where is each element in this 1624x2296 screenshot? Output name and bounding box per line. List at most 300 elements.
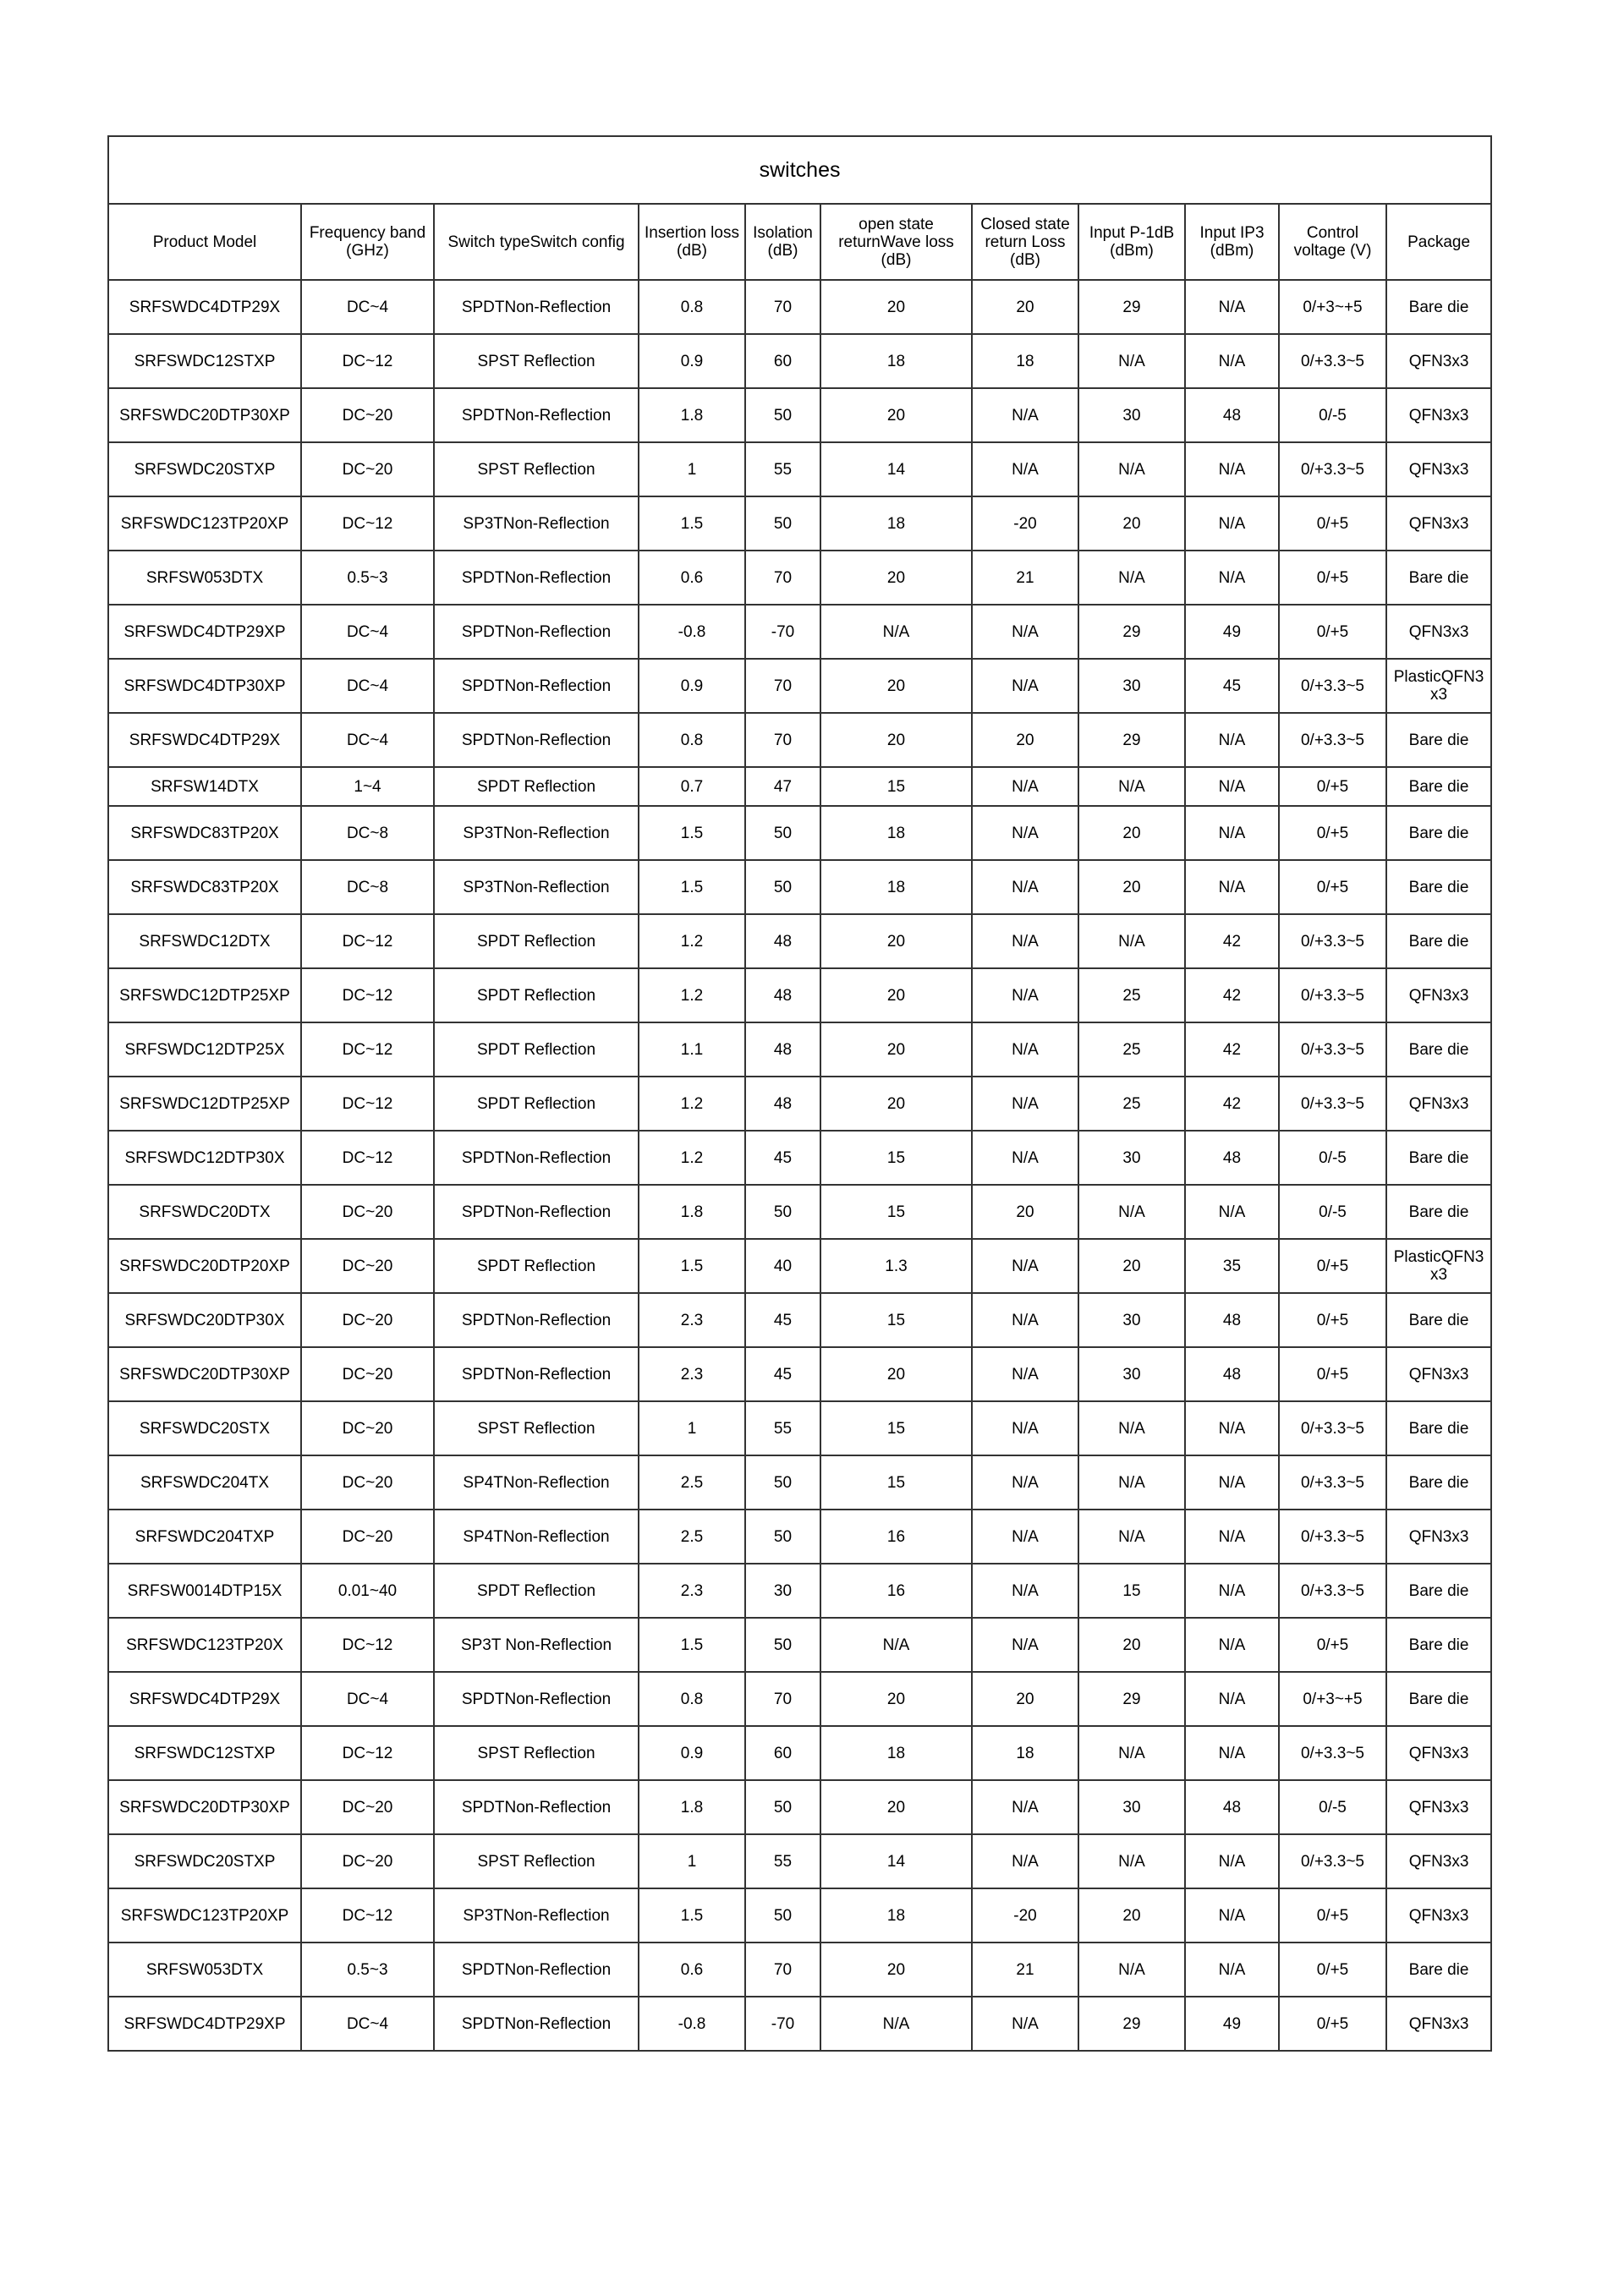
cell-frequency-band: DC~20 xyxy=(301,1401,434,1455)
cell-frequency-band: 0.5~3 xyxy=(301,1943,434,1997)
cell-control-voltage: 0/+3.3~5 xyxy=(1279,1726,1386,1780)
cell-product-model: SRFSWDC4DTP29X xyxy=(108,280,301,334)
table-row xyxy=(108,1022,1491,1077)
cell-closed-state-return-loss: 20 xyxy=(972,713,1078,767)
cell-frequency-band: DC~12 xyxy=(301,1022,434,1077)
cell-open-state-return-loss: 20 xyxy=(820,968,972,1022)
cell-control-voltage: 0/+5 xyxy=(1279,1293,1386,1347)
cell-control-voltage: 0/+5 xyxy=(1279,1347,1386,1401)
cell-input-ip3: N/A xyxy=(1185,280,1279,334)
cell-input-p1db: 29 xyxy=(1078,280,1185,334)
cell-product-model: SRFSWDC4DTP30XP xyxy=(108,659,301,713)
cell-switch-type: SPST Reflection xyxy=(434,334,639,388)
table-row xyxy=(108,1131,1491,1185)
cell-frequency-band: DC~12 xyxy=(301,968,434,1022)
cell-product-model: SRFSWDC20DTP30XP xyxy=(108,388,301,442)
cell-frequency-band: DC~12 xyxy=(301,1888,434,1943)
cell-input-ip3: 48 xyxy=(1185,1780,1279,1834)
cell-input-ip3: N/A xyxy=(1185,1672,1279,1726)
table-row xyxy=(108,496,1491,551)
cell-closed-state-return-loss: N/A xyxy=(972,968,1078,1022)
cell-closed-state-return-loss: N/A xyxy=(972,388,1078,442)
cell-insertion-loss: 0.9 xyxy=(639,659,745,713)
cell-input-p1db: N/A xyxy=(1078,1455,1185,1510)
table-row xyxy=(108,334,1491,388)
cell-input-p1db: 30 xyxy=(1078,1131,1185,1185)
cell-switch-type: SPDTNon-Reflection xyxy=(434,388,639,442)
cell-switch-type: SPDTNon-Reflection xyxy=(434,1185,639,1239)
cell-control-voltage: 0/+5 xyxy=(1279,605,1386,659)
cell-input-p1db: 30 xyxy=(1078,1293,1185,1347)
cell-closed-state-return-loss: N/A xyxy=(972,1347,1078,1401)
header-frequency-band: Frequency band (GHz) xyxy=(301,204,434,280)
cell-closed-state-return-loss: 18 xyxy=(972,1726,1078,1780)
cell-closed-state-return-loss: N/A xyxy=(972,1022,1078,1077)
cell-input-ip3: N/A xyxy=(1185,1726,1279,1780)
table-row xyxy=(108,1510,1491,1564)
cell-closed-state-return-loss: N/A xyxy=(972,1780,1078,1834)
cell-product-model: SRFSWDC12DTP25XP xyxy=(108,968,301,1022)
cell-control-voltage: 0/-5 xyxy=(1279,388,1386,442)
cell-frequency-band: DC~20 xyxy=(301,388,434,442)
cell-control-voltage: 0/+3~+5 xyxy=(1279,1672,1386,1726)
table-row xyxy=(108,1834,1491,1888)
cell-frequency-band: DC~4 xyxy=(301,605,434,659)
cell-switch-type: SPDT Reflection xyxy=(434,1564,639,1618)
table-row xyxy=(108,1455,1491,1510)
cell-switch-type: SPDT Reflection xyxy=(434,968,639,1022)
cell-switch-type: SPDTNon-Reflection xyxy=(434,659,639,713)
cell-package: Bare die xyxy=(1386,1131,1491,1185)
cell-input-p1db: 20 xyxy=(1078,860,1185,914)
cell-control-voltage: 0/-5 xyxy=(1279,1131,1386,1185)
cell-control-voltage: 0/+5 xyxy=(1279,1618,1386,1672)
cell-closed-state-return-loss: 20 xyxy=(972,280,1078,334)
table-row xyxy=(108,1726,1491,1780)
cell-switch-type: SPDTNon-Reflection xyxy=(434,713,639,767)
table-row xyxy=(108,713,1491,767)
cell-control-voltage: 0/+5 xyxy=(1279,1888,1386,1943)
header-input-ip3: Input IP3 (dBm) xyxy=(1185,204,1279,280)
cell-frequency-band: 0.01~40 xyxy=(301,1564,434,1618)
cell-frequency-band: DC~12 xyxy=(301,1131,434,1185)
cell-open-state-return-loss: 20 xyxy=(820,659,972,713)
cell-input-ip3: N/A xyxy=(1185,1943,1279,1997)
cell-isolation: 50 xyxy=(745,496,820,551)
cell-control-voltage: 0/+3.3~5 xyxy=(1279,1834,1386,1888)
cell-switch-type: SP3TNon-Reflection xyxy=(434,806,639,860)
cell-package: Bare die xyxy=(1386,914,1491,968)
header-switch-type: Switch typeSwitch config xyxy=(434,204,639,280)
cell-product-model: SRFSWDC20DTP30X xyxy=(108,1293,301,1347)
cell-input-p1db: 20 xyxy=(1078,1239,1185,1293)
cell-frequency-band: DC~12 xyxy=(301,914,434,968)
cell-switch-type: SPDT Reflection xyxy=(434,767,639,806)
cell-control-voltage: 0/+5 xyxy=(1279,551,1386,605)
cell-open-state-return-loss: N/A xyxy=(820,1997,972,2051)
cell-control-voltage: 0/+5 xyxy=(1279,1997,1386,2051)
cell-product-model: SRFSWDC204TX xyxy=(108,1455,301,1510)
cell-insertion-loss: 1.5 xyxy=(639,806,745,860)
table-row xyxy=(108,1293,1491,1347)
cell-control-voltage: 0/+3.3~5 xyxy=(1279,1077,1386,1131)
cell-switch-type: SP3TNon-Reflection xyxy=(434,860,639,914)
cell-package: QFN3x3 xyxy=(1386,1077,1491,1131)
header-closed-state-return-loss: Closed state return Loss (dB) xyxy=(972,204,1078,280)
cell-switch-type: SPDTNon-Reflection xyxy=(434,1943,639,1997)
cell-product-model: SRFSWDC12DTP30X xyxy=(108,1131,301,1185)
cell-input-p1db: N/A xyxy=(1078,551,1185,605)
cell-isolation: 48 xyxy=(745,1022,820,1077)
cell-open-state-return-loss: 14 xyxy=(820,442,972,496)
cell-product-model: SRFSWDC4DTP29XP xyxy=(108,1997,301,2051)
cell-input-p1db: N/A xyxy=(1078,1510,1185,1564)
cell-isolation: 70 xyxy=(745,713,820,767)
cell-open-state-return-loss: 20 xyxy=(820,1347,972,1401)
cell-input-p1db: N/A xyxy=(1078,1943,1185,1997)
cell-closed-state-return-loss: 21 xyxy=(972,1943,1078,1997)
table-row xyxy=(108,1888,1491,1943)
cell-control-voltage: 0/+5 xyxy=(1279,767,1386,806)
cell-insertion-loss: 1.2 xyxy=(639,1131,745,1185)
cell-insertion-loss: 1 xyxy=(639,1401,745,1455)
cell-input-ip3: N/A xyxy=(1185,1834,1279,1888)
cell-package: Bare die xyxy=(1386,767,1491,806)
cell-insertion-loss: 1.2 xyxy=(639,1077,745,1131)
cell-closed-state-return-loss: N/A xyxy=(972,767,1078,806)
cell-input-ip3: N/A xyxy=(1185,334,1279,388)
cell-product-model: SRFSWDC123TP20XP xyxy=(108,496,301,551)
cell-switch-type: SPDTNon-Reflection xyxy=(434,1780,639,1834)
cell-isolation: 50 xyxy=(745,388,820,442)
cell-control-voltage: 0/-5 xyxy=(1279,1780,1386,1834)
cell-closed-state-return-loss: N/A xyxy=(972,1510,1078,1564)
cell-isolation: 50 xyxy=(745,1618,820,1672)
cell-open-state-return-loss: 20 xyxy=(820,551,972,605)
table-row xyxy=(108,551,1491,605)
cell-input-p1db: 20 xyxy=(1078,1618,1185,1672)
cell-control-voltage: 0/+5 xyxy=(1279,496,1386,551)
cell-input-p1db: 29 xyxy=(1078,1672,1185,1726)
cell-input-ip3: N/A xyxy=(1185,1888,1279,1943)
cell-package: Bare die xyxy=(1386,1293,1491,1347)
cell-package: Bare die xyxy=(1386,1618,1491,1672)
cell-insertion-loss: 2.3 xyxy=(639,1293,745,1347)
cell-package: QFN3x3 xyxy=(1386,1510,1491,1564)
cell-closed-state-return-loss: N/A xyxy=(972,442,1078,496)
cell-closed-state-return-loss: 20 xyxy=(972,1185,1078,1239)
cell-control-voltage: 0/-5 xyxy=(1279,1185,1386,1239)
cell-closed-state-return-loss: N/A xyxy=(972,806,1078,860)
cell-isolation: 50 xyxy=(745,1888,820,1943)
cell-switch-type: SPDTNon-Reflection xyxy=(434,1293,639,1347)
cell-closed-state-return-loss: N/A xyxy=(972,1401,1078,1455)
cell-package: QFN3x3 xyxy=(1386,334,1491,388)
cell-input-ip3: N/A xyxy=(1185,1455,1279,1510)
cell-product-model: SRFSW053DTX xyxy=(108,1943,301,1997)
cell-insertion-loss: 0.8 xyxy=(639,280,745,334)
cell-closed-state-return-loss: N/A xyxy=(972,914,1078,968)
cell-switch-type: SPDT Reflection xyxy=(434,1239,639,1293)
cell-open-state-return-loss: 14 xyxy=(820,1834,972,1888)
cell-product-model: SRFSWDC4DTP29X xyxy=(108,713,301,767)
cell-input-p1db: 30 xyxy=(1078,1347,1185,1401)
cell-isolation: 45 xyxy=(745,1131,820,1185)
cell-isolation: 45 xyxy=(745,1293,820,1347)
cell-package: QFN3x3 xyxy=(1386,442,1491,496)
cell-frequency-band: 0.5~3 xyxy=(301,551,434,605)
cell-open-state-return-loss: 15 xyxy=(820,1131,972,1185)
cell-open-state-return-loss: 18 xyxy=(820,860,972,914)
cell-open-state-return-loss: 15 xyxy=(820,1401,972,1455)
table-row xyxy=(108,860,1491,914)
cell-package: PlasticQFN3 x3 xyxy=(1386,659,1491,713)
cell-input-p1db: 25 xyxy=(1078,968,1185,1022)
cell-package: Bare die xyxy=(1386,1022,1491,1077)
cell-switch-type: SPDTNon-Reflection xyxy=(434,1131,639,1185)
table-row xyxy=(108,280,1491,334)
cell-input-ip3: N/A xyxy=(1185,1564,1279,1618)
cell-insertion-loss: 2.3 xyxy=(639,1347,745,1401)
cell-frequency-band: DC~20 xyxy=(301,1455,434,1510)
cell-input-p1db: 30 xyxy=(1078,659,1185,713)
header-input-p1db: Input P-1dB (dBm) xyxy=(1078,204,1185,280)
cell-product-model: SRFSW053DTX xyxy=(108,551,301,605)
cell-input-ip3: N/A xyxy=(1185,1510,1279,1564)
cell-switch-type: SPDT Reflection xyxy=(434,1022,639,1077)
cell-product-model: SRFSWDC20DTP30XP xyxy=(108,1347,301,1401)
cell-input-ip3: N/A xyxy=(1185,713,1279,767)
cell-input-p1db: N/A xyxy=(1078,1185,1185,1239)
cell-frequency-band: DC~20 xyxy=(301,1347,434,1401)
cell-input-ip3: 48 xyxy=(1185,1131,1279,1185)
cell-frequency-band: DC~12 xyxy=(301,334,434,388)
cell-control-voltage: 0/+3.3~5 xyxy=(1279,968,1386,1022)
cell-control-voltage: 0/+5 xyxy=(1279,806,1386,860)
cell-package: Bare die xyxy=(1386,1672,1491,1726)
cell-open-state-return-loss: 16 xyxy=(820,1510,972,1564)
cell-insertion-loss: 1.2 xyxy=(639,968,745,1022)
cell-package: QFN3x3 xyxy=(1386,1834,1491,1888)
cell-input-p1db: 25 xyxy=(1078,1077,1185,1131)
cell-closed-state-return-loss: N/A xyxy=(972,1834,1078,1888)
table-row xyxy=(108,914,1491,968)
cell-product-model: SRFSW14DTX xyxy=(108,767,301,806)
cell-product-model: SRFSWDC12DTP25XP xyxy=(108,1077,301,1131)
cell-open-state-return-loss: 20 xyxy=(820,1022,972,1077)
table-row xyxy=(108,1943,1491,1997)
table-row xyxy=(108,1997,1491,2051)
table-row xyxy=(108,806,1491,860)
cell-package: Bare die xyxy=(1386,1564,1491,1618)
cell-input-ip3: 45 xyxy=(1185,659,1279,713)
cell-frequency-band: DC~4 xyxy=(301,1997,434,2051)
cell-insertion-loss: 0.6 xyxy=(639,551,745,605)
cell-switch-type: SPST Reflection xyxy=(434,1834,639,1888)
cell-open-state-return-loss: 20 xyxy=(820,713,972,767)
cell-isolation: 55 xyxy=(745,1401,820,1455)
cell-product-model: SRFSWDC20DTX xyxy=(108,1185,301,1239)
cell-input-ip3: N/A xyxy=(1185,496,1279,551)
cell-product-model: SRFSWDC4DTP29XP xyxy=(108,605,301,659)
table-row xyxy=(108,767,1491,806)
cell-input-p1db: N/A xyxy=(1078,767,1185,806)
cell-product-model: SRFSWDC12DTX xyxy=(108,914,301,968)
cell-frequency-band: DC~20 xyxy=(301,1510,434,1564)
cell-frequency-band: DC~20 xyxy=(301,1834,434,1888)
cell-input-ip3: N/A xyxy=(1185,1401,1279,1455)
cell-isolation: 70 xyxy=(745,280,820,334)
cell-insertion-loss: 1.2 xyxy=(639,914,745,968)
cell-isolation: 30 xyxy=(745,1564,820,1618)
cell-input-ip3: 35 xyxy=(1185,1239,1279,1293)
cell-frequency-band: DC~12 xyxy=(301,1077,434,1131)
cell-insertion-loss: 1.5 xyxy=(639,1618,745,1672)
header-product-model: Product Model xyxy=(108,204,301,280)
cell-insertion-loss: 1.8 xyxy=(639,1185,745,1239)
cell-input-p1db: 30 xyxy=(1078,1780,1185,1834)
cell-product-model: SRFSWDC4DTP29X xyxy=(108,1672,301,1726)
table-row xyxy=(108,1564,1491,1618)
cell-insertion-loss: 1.5 xyxy=(639,860,745,914)
cell-isolation: 50 xyxy=(745,1780,820,1834)
cell-product-model: SRFSWDC83TP20X xyxy=(108,860,301,914)
cell-isolation: 60 xyxy=(745,334,820,388)
cell-open-state-return-loss: 18 xyxy=(820,1726,972,1780)
cell-input-p1db: N/A xyxy=(1078,1401,1185,1455)
cell-frequency-band: DC~12 xyxy=(301,496,434,551)
cell-switch-type: SP3T Non-Reflection xyxy=(434,1618,639,1672)
cell-frequency-band: DC~8 xyxy=(301,806,434,860)
cell-isolation: 70 xyxy=(745,1943,820,1997)
cell-control-voltage: 0/+3.3~5 xyxy=(1279,659,1386,713)
cell-closed-state-return-loss: N/A xyxy=(972,605,1078,659)
cell-input-ip3: 42 xyxy=(1185,968,1279,1022)
table-row xyxy=(108,1239,1491,1293)
cell-insertion-loss: 0.6 xyxy=(639,1943,745,1997)
cell-package: Bare die xyxy=(1386,1943,1491,1997)
table-row xyxy=(108,1185,1491,1239)
cell-open-state-return-loss: 15 xyxy=(820,1293,972,1347)
cell-insertion-loss: 0.8 xyxy=(639,1672,745,1726)
cell-product-model: SRFSWDC12STXP xyxy=(108,1726,301,1780)
cell-switch-type: SP4TNon-Reflection xyxy=(434,1510,639,1564)
cell-product-model: SRFSWDC20STXP xyxy=(108,1834,301,1888)
cell-closed-state-return-loss: N/A xyxy=(972,1131,1078,1185)
cell-insertion-loss: 2.5 xyxy=(639,1455,745,1510)
cell-closed-state-return-loss: N/A xyxy=(972,1293,1078,1347)
cell-closed-state-return-loss: 21 xyxy=(972,551,1078,605)
cell-product-model: SRFSWDC12DTP25X xyxy=(108,1022,301,1077)
header-control-voltage: Control voltage (V) xyxy=(1279,204,1386,280)
cell-product-model: SRFSWDC204TXP xyxy=(108,1510,301,1564)
cell-input-p1db: 20 xyxy=(1078,1888,1185,1943)
cell-isolation: -70 xyxy=(745,1997,820,2051)
cell-control-voltage: 0/+3.3~5 xyxy=(1279,1022,1386,1077)
cell-insertion-loss: 1.1 xyxy=(639,1022,745,1077)
table-body xyxy=(108,280,1491,2051)
cell-isolation: 70 xyxy=(745,551,820,605)
cell-product-model: SRFSWDC123TP20X xyxy=(108,1618,301,1672)
cell-isolation: 55 xyxy=(745,1834,820,1888)
cell-frequency-band: DC~4 xyxy=(301,1672,434,1726)
cell-package: QFN3x3 xyxy=(1386,1888,1491,1943)
cell-input-p1db: N/A xyxy=(1078,914,1185,968)
cell-package: QFN3x3 xyxy=(1386,388,1491,442)
cell-product-model: SRFSWDC20DTP30XP xyxy=(108,1780,301,1834)
cell-input-p1db: N/A xyxy=(1078,442,1185,496)
cell-frequency-band: DC~20 xyxy=(301,442,434,496)
cell-frequency-band: DC~20 xyxy=(301,1293,434,1347)
cell-package: QFN3x3 xyxy=(1386,1347,1491,1401)
table-row xyxy=(108,388,1491,442)
cell-frequency-band: DC~20 xyxy=(301,1780,434,1834)
cell-open-state-return-loss: 18 xyxy=(820,496,972,551)
cell-switch-type: SPST Reflection xyxy=(434,1726,639,1780)
cell-package: QFN3x3 xyxy=(1386,605,1491,659)
cell-input-ip3: N/A xyxy=(1185,806,1279,860)
table-row xyxy=(108,442,1491,496)
cell-switch-type: SPST Reflection xyxy=(434,442,639,496)
cell-closed-state-return-loss: N/A xyxy=(972,860,1078,914)
cell-control-voltage: 0/+3.3~5 xyxy=(1279,713,1386,767)
cell-open-state-return-loss: 15 xyxy=(820,1185,972,1239)
cell-input-ip3: N/A xyxy=(1185,860,1279,914)
cell-product-model: SRFSWDC20STXP xyxy=(108,442,301,496)
cell-input-p1db: N/A xyxy=(1078,334,1185,388)
cell-switch-type: SPDTNon-Reflection xyxy=(434,1997,639,2051)
cell-input-ip3: N/A xyxy=(1185,1618,1279,1672)
cell-insertion-loss: 0.7 xyxy=(639,767,745,806)
cell-input-ip3: 48 xyxy=(1185,1347,1279,1401)
cell-input-ip3: N/A xyxy=(1185,1185,1279,1239)
cell-switch-type: SP3TNon-Reflection xyxy=(434,1888,639,1943)
cell-isolation: 70 xyxy=(745,1672,820,1726)
cell-insertion-loss: -0.8 xyxy=(639,605,745,659)
cell-input-p1db: 29 xyxy=(1078,713,1185,767)
table-row xyxy=(108,968,1491,1022)
cell-input-ip3: N/A xyxy=(1185,767,1279,806)
cell-insertion-loss: 1.8 xyxy=(639,388,745,442)
cell-insertion-loss: 1.8 xyxy=(639,1780,745,1834)
cell-package: Bare die xyxy=(1386,551,1491,605)
cell-input-ip3: 49 xyxy=(1185,605,1279,659)
cell-isolation: 55 xyxy=(745,442,820,496)
cell-closed-state-return-loss: N/A xyxy=(972,1618,1078,1672)
cell-input-ip3: 42 xyxy=(1185,1022,1279,1077)
cell-open-state-return-loss: 18 xyxy=(820,334,972,388)
cell-switch-type: SPDTNon-Reflection xyxy=(434,1347,639,1401)
table-row xyxy=(108,605,1491,659)
table-row xyxy=(108,1780,1491,1834)
cell-product-model: SRFSWDC83TP20X xyxy=(108,806,301,860)
cell-open-state-return-loss: 1.3 xyxy=(820,1239,972,1293)
cell-frequency-band: DC~12 xyxy=(301,1726,434,1780)
cell-insertion-loss: 1.5 xyxy=(639,1239,745,1293)
cell-closed-state-return-loss: -20 xyxy=(972,496,1078,551)
cell-isolation: 48 xyxy=(745,914,820,968)
cell-open-state-return-loss: 20 xyxy=(820,1077,972,1131)
cell-input-p1db: 20 xyxy=(1078,806,1185,860)
cell-open-state-return-loss: 16 xyxy=(820,1564,972,1618)
cell-control-voltage: 0/+3.3~5 xyxy=(1279,334,1386,388)
cell-product-model: SRFSWDC123TP20XP xyxy=(108,1888,301,1943)
cell-control-voltage: 0/+5 xyxy=(1279,1943,1386,1997)
cell-switch-type: SPDT Reflection xyxy=(434,1077,639,1131)
cell-input-ip3: 42 xyxy=(1185,914,1279,968)
cell-product-model: SRFSWDC20DTP20XP xyxy=(108,1239,301,1293)
cell-switch-type: SP4TNon-Reflection xyxy=(434,1455,639,1510)
